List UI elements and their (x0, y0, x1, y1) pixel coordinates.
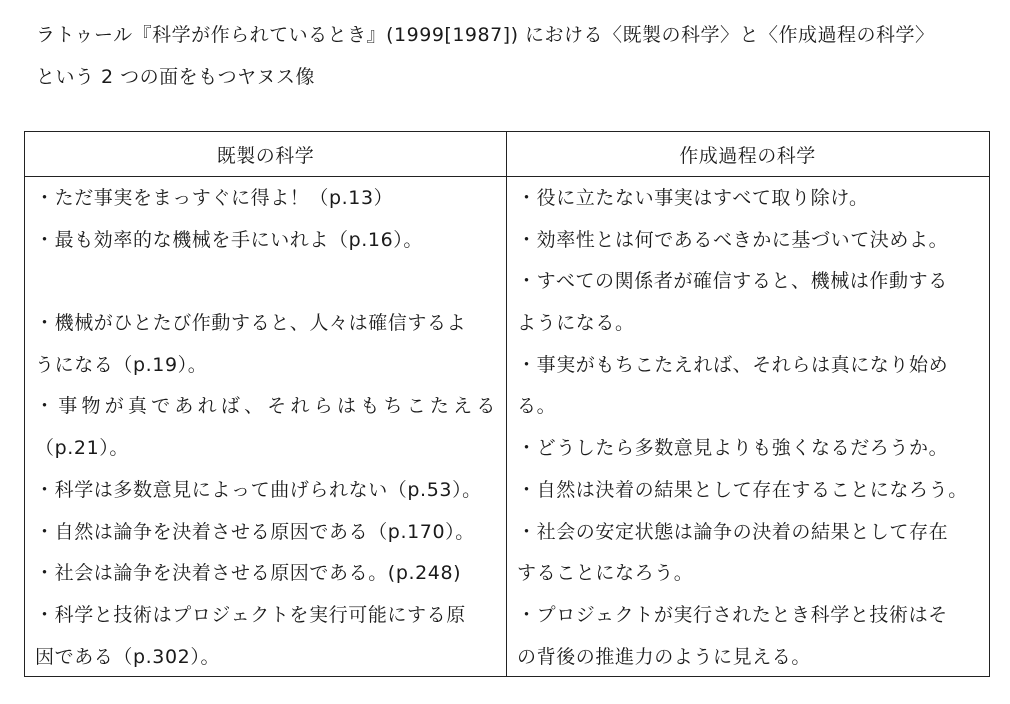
science-in-the-making-cell (507, 177, 988, 676)
table-header-row (25, 132, 989, 177)
left-line: ・自然は論争を決着させる原因である（p.170）。 (35, 520, 475, 543)
left-line: ・最も効率的な機械を手にいれよ（p.16）。 (35, 228, 423, 251)
header-science-in-the-making: 作成過程の科学 (679, 144, 816, 167)
left-line-blank (35, 261, 496, 303)
right-line: ・自然は決着の結果として存在することになろう。 (517, 478, 968, 501)
right-line: ・事実がもちこたえれば、それらは真になり始め (517, 353, 949, 376)
left-line: ・機械がひとたび作動すると、人々は確信するよ (35, 312, 467, 335)
right-line: ・効率性とは何であるべきかに基づいて決めよ。 (517, 228, 949, 251)
table-body-row (25, 177, 989, 676)
right-line: ・すべての関係者が確信すると、機械は作動する (517, 270, 948, 293)
right-line: ・社会の安定状態は論争の決着の結果として存在 (517, 520, 949, 543)
left-line: ・社会は論争を決着させる原因である。(p.248) (35, 562, 462, 585)
left-line: ・事物が真であれば、それらはもちこたえる (35, 395, 496, 418)
right-line: ・プロジェクトが実行されたとき科学と技術はそ (517, 603, 948, 626)
left-line: うになる（p.19）。 (35, 353, 208, 376)
caption-line-1: ラトゥール『科学が作られているとき』(1999[1987]) における〈既製の科学〉と〈作成過程の科学〉 (36, 24, 935, 46)
right-line: ・どうしたら多数意見よりも強くなるだろうか。 (517, 437, 949, 460)
header-ready-made-science: 既製の科学 (25, 132, 507, 176)
figure-caption (36, 14, 986, 98)
caption-line-2: という 2 つの面をもつヤヌス像 (36, 66, 315, 88)
right-line: ・役に立たない事実はすべて取り除け。 (517, 187, 869, 209)
right-line: することになろう。 (517, 562, 694, 585)
ready-made-science-cell (25, 177, 507, 676)
right-line: の背後の推進力のように見える。 (517, 645, 812, 668)
left-line: 因である（p.302）。 (35, 645, 221, 668)
right-line: ようになる。 (517, 312, 635, 335)
right-line: る。 (517, 395, 557, 418)
left-line: ・科学と技術はプロジェクトを実行可能にする原 (35, 603, 466, 626)
left-line: （p.21）。 (35, 437, 129, 460)
left-line: ・科学は多数意見によって曲げられない（p.53）。 (35, 478, 482, 501)
comparison-table (24, 131, 990, 677)
left-line: ・ただ事実をまっすぐに得よ！（p.13） (35, 187, 394, 209)
